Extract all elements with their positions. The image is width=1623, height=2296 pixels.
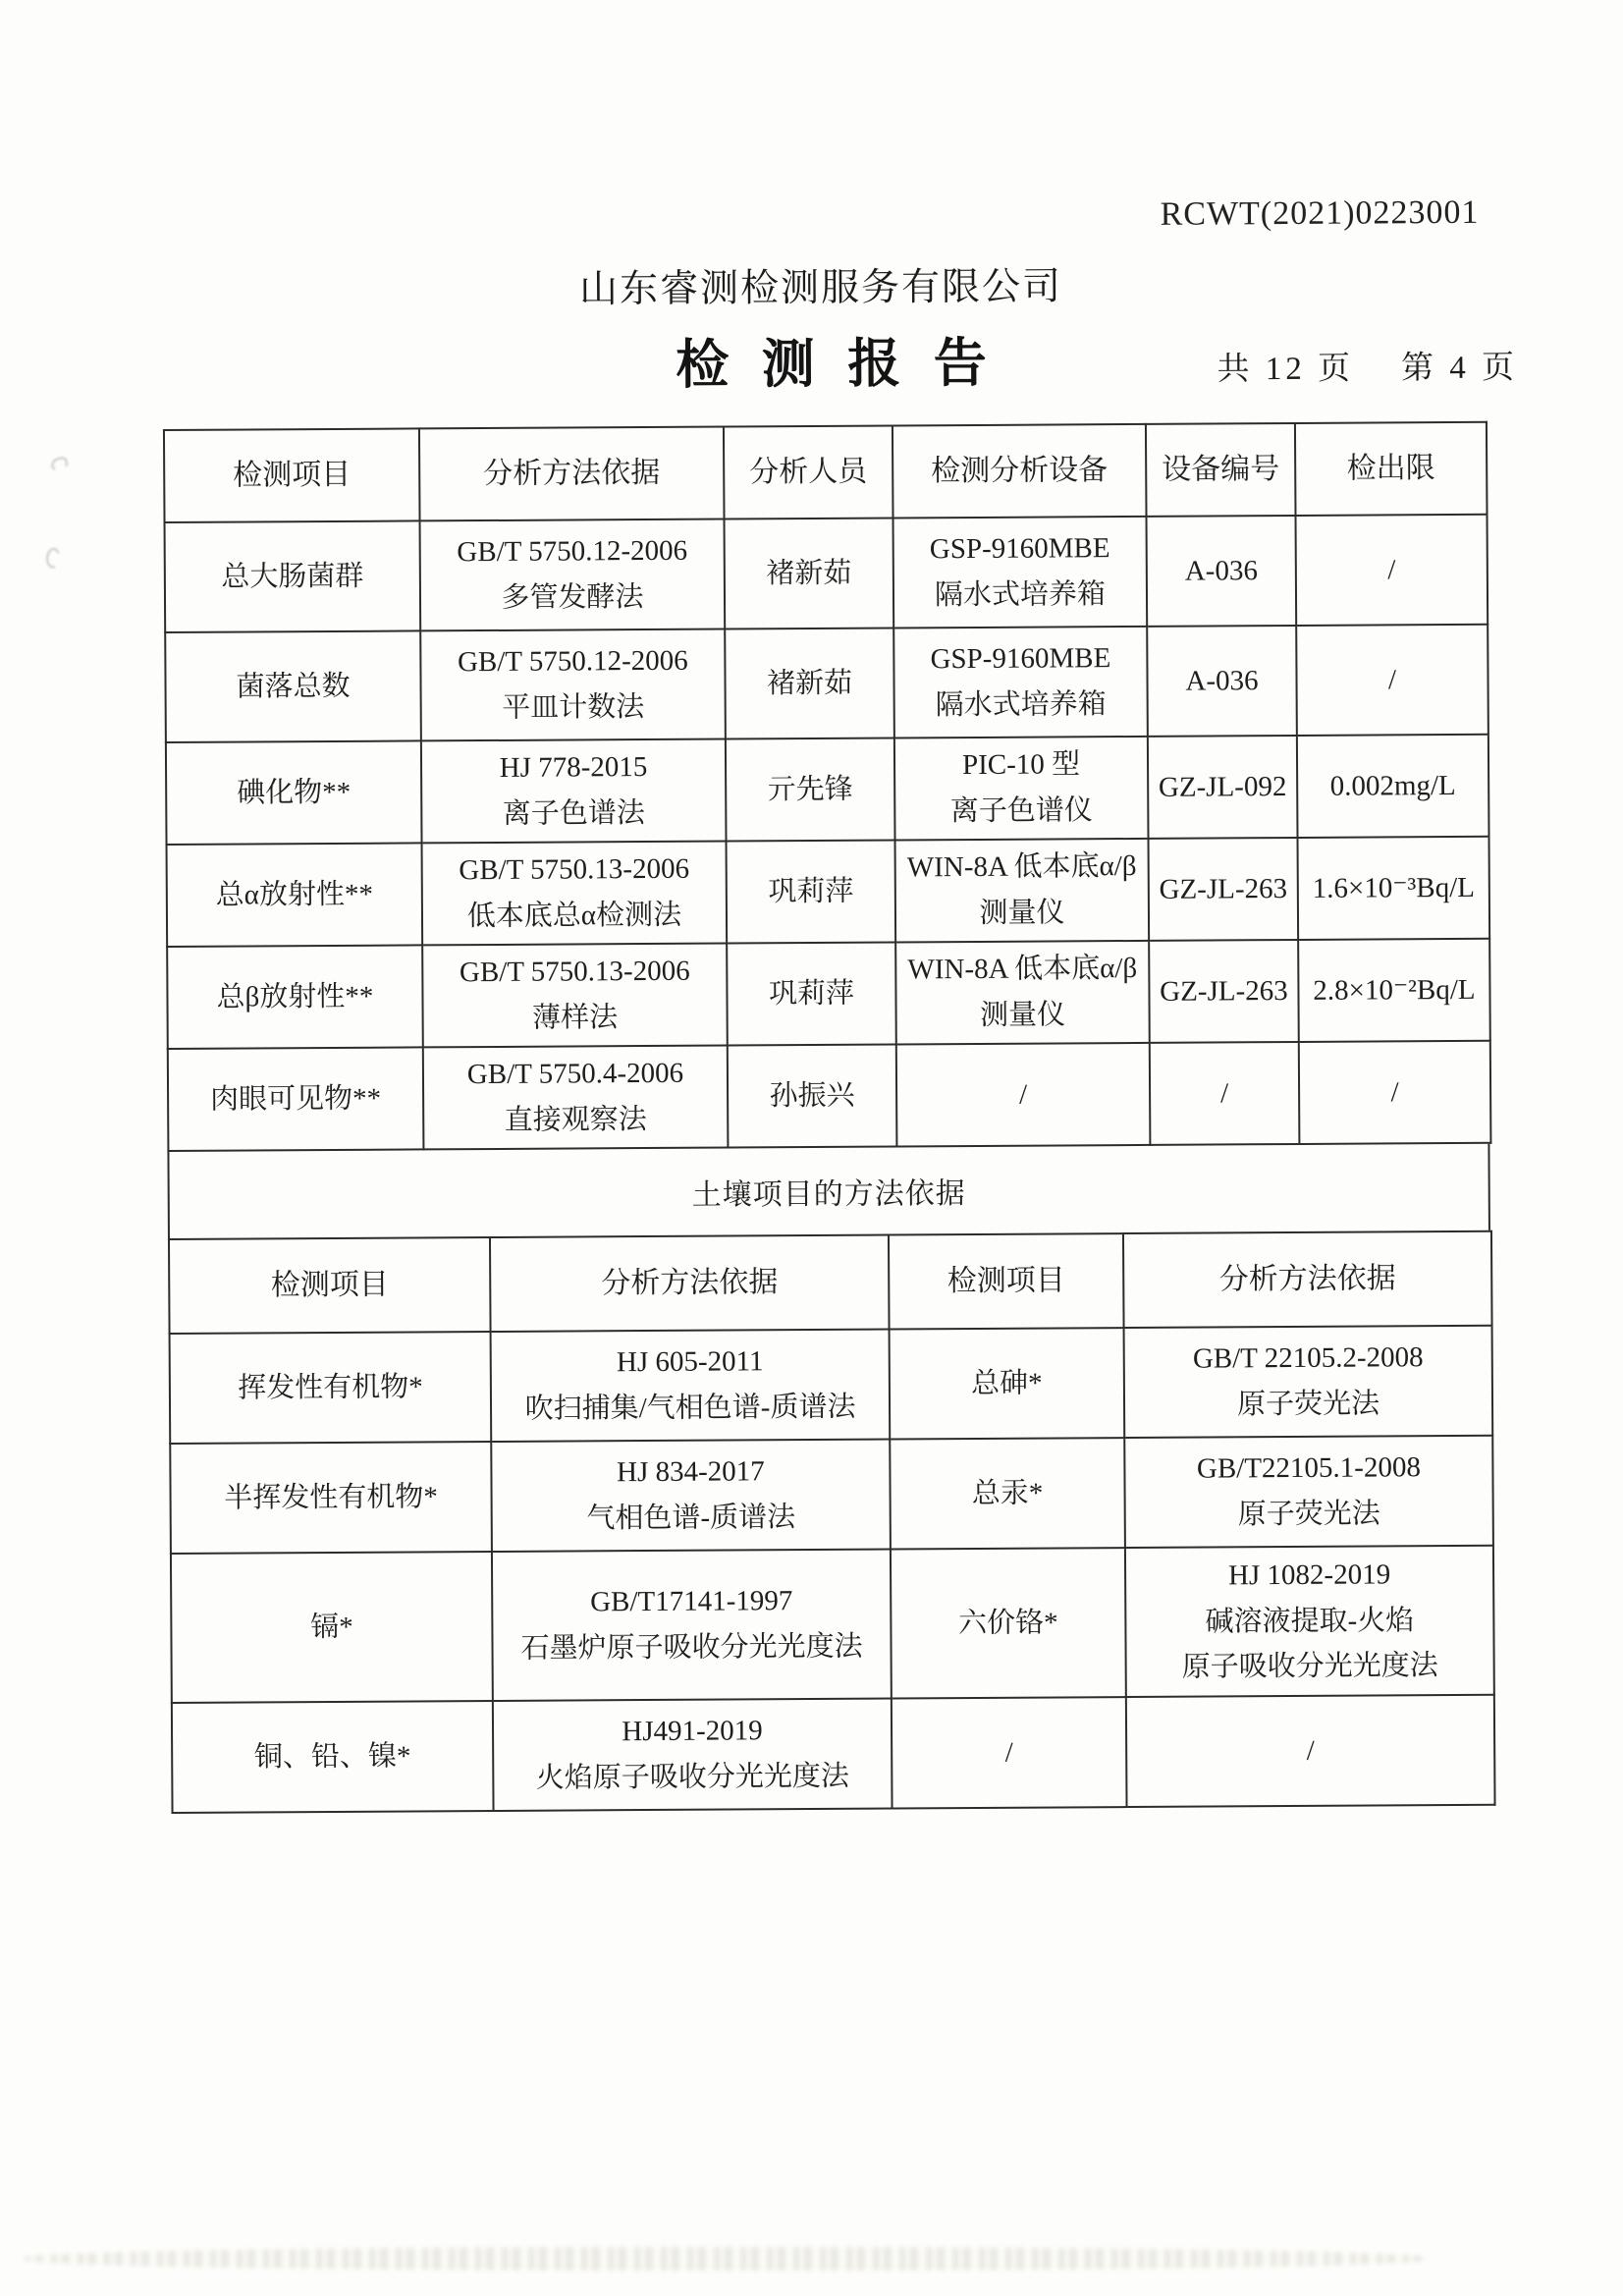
soil-table-header-row bbox=[169, 1231, 1492, 1334]
water-methods-table bbox=[163, 421, 1491, 1152]
soil-section-title: 土壤项目的方法依据 bbox=[167, 1144, 1490, 1238]
soil-methods-table bbox=[168, 1230, 1496, 1814]
methods-tables bbox=[163, 421, 1494, 1814]
table-row bbox=[170, 1436, 1493, 1554]
column-header-analyst: 分析人员 bbox=[724, 425, 893, 519]
cell-method: GB/T 5750.13-2006 低本底总α检测法 bbox=[422, 842, 728, 946]
cell-test-item: / bbox=[892, 1697, 1127, 1808]
cell-method: GB/T 22105.2-2008 原子荧光法 bbox=[1124, 1326, 1493, 1438]
report-number: RCWT(2021)0223001 bbox=[1160, 193, 1480, 233]
report-title: 检测报告 bbox=[676, 333, 1020, 395]
cell-equipment: WIN-8A 低本底α/β 测量仪 bbox=[895, 839, 1150, 943]
cell-analyst: 褚新茹 bbox=[725, 628, 894, 738]
cell-test-item: 肉眼可见物** bbox=[168, 1047, 424, 1151]
cell-detection-limit: / bbox=[1296, 625, 1488, 736]
cell-equipment: GSP-9160MBE 隔水式培养箱 bbox=[893, 627, 1148, 738]
cell-analyst: 褚新茹 bbox=[725, 518, 894, 629]
column-header-method-basis: 分析方法依据 bbox=[1123, 1231, 1492, 1328]
column-header-equipment: 检测分析设备 bbox=[893, 424, 1147, 519]
cell-equipment-no: A-036 bbox=[1147, 516, 1297, 627]
cell-detection-limit: 0.002mg/L bbox=[1297, 735, 1489, 838]
column-header-method-basis: 分析方法依据 bbox=[419, 427, 725, 521]
cell-test-item: 总β放射性** bbox=[167, 945, 423, 1049]
page-current: 第 4 页 bbox=[1400, 350, 1519, 387]
cell-equipment: / bbox=[896, 1043, 1151, 1147]
table-row bbox=[168, 1041, 1491, 1151]
cell-analyst: 亓先锋 bbox=[726, 738, 895, 841]
cell-test-item: 总大肠菌群 bbox=[165, 520, 421, 632]
cell-equipment: PIC-10 型 离子色谱仪 bbox=[894, 737, 1149, 841]
cell-analyst: 巩莉萍 bbox=[727, 942, 896, 1045]
cell-test-item: 菌落总数 bbox=[165, 630, 421, 742]
column-header-test-item: 检测项目 bbox=[889, 1233, 1124, 1329]
cell-equipment-no: GZ-JL-263 bbox=[1149, 940, 1299, 1043]
cell-detection-limit: 1.6×10⁻³Bq/L bbox=[1298, 837, 1490, 940]
cell-analyst: 孙振兴 bbox=[728, 1044, 897, 1147]
cell-method: GB/T17141-1997 石墨炉原子吸收分光光度法 bbox=[492, 1550, 892, 1701]
cell-test-item: 挥发性有机物* bbox=[170, 1332, 492, 1444]
column-header-test-item: 检测项目 bbox=[169, 1237, 491, 1334]
cell-equipment-no: GZ-JL-263 bbox=[1149, 838, 1299, 941]
cell-method: GB/T 5750.4-2006 直接观察法 bbox=[423, 1046, 729, 1150]
column-header-test-item: 检测项目 bbox=[164, 428, 420, 522]
cell-method: HJ 1082-2019 碱溶液提取-火焰 原子吸收分光光度法 bbox=[1125, 1546, 1494, 1697]
cell-method: GB/T22105.1-2008 原子荧光法 bbox=[1124, 1436, 1493, 1548]
pages-total: 共 12 页 bbox=[1217, 351, 1355, 388]
company-name: 山东睿测检测服务有限公司 bbox=[578, 265, 1063, 311]
table-row bbox=[166, 735, 1489, 845]
cell-method: HJ 778-2015 离子色谱法 bbox=[421, 739, 727, 844]
cell-equipment: GSP-9160MBE 隔水式培养箱 bbox=[893, 517, 1148, 629]
cell-method: GB/T 5750.13-2006 薄样法 bbox=[422, 944, 728, 1048]
cell-test-item: 铜、铅、镍* bbox=[172, 1701, 494, 1813]
cell-method: HJ491-2019 火焰原子吸收分光光度法 bbox=[493, 1699, 893, 1811]
cell-detection-limit: / bbox=[1296, 515, 1488, 626]
cell-equipment-no: / bbox=[1150, 1042, 1300, 1145]
cell-test-item: 总α放射性** bbox=[167, 843, 423, 947]
cell-test-item: 六价铬* bbox=[891, 1548, 1126, 1698]
cell-analyst: 巩莉萍 bbox=[727, 840, 896, 943]
cell-test-item: 半挥发性有机物* bbox=[170, 1442, 492, 1554]
table-row bbox=[167, 837, 1490, 947]
column-header-method-basis: 分析方法依据 bbox=[490, 1235, 890, 1332]
cell-method: HJ 834-2017 气相色谱-质谱法 bbox=[491, 1440, 891, 1552]
cell-test-item: 总汞* bbox=[890, 1438, 1125, 1549]
cell-test-item: 镉* bbox=[171, 1552, 493, 1703]
page-info bbox=[1217, 342, 1518, 390]
column-header-equipment-no: 设备编号 bbox=[1146, 423, 1296, 517]
cell-test-item: 总砷* bbox=[890, 1328, 1125, 1439]
water-table-header-row bbox=[164, 422, 1488, 522]
cell-method: GB/T 5750.12-2006 平皿计数法 bbox=[420, 629, 726, 741]
cell-equipment-no: GZ-JL-092 bbox=[1148, 736, 1298, 839]
column-header-detection-limit: 检出限 bbox=[1295, 422, 1488, 516]
table-row bbox=[167, 939, 1490, 1049]
cell-method: / bbox=[1126, 1695, 1495, 1807]
cell-detection-limit: / bbox=[1299, 1041, 1491, 1144]
scan-edge-noise bbox=[25, 2247, 1429, 2270]
cell-detection-limit: 2.8×10⁻²Bq/L bbox=[1298, 939, 1490, 1042]
table-row bbox=[171, 1546, 1494, 1703]
cell-test-item: 碘化物** bbox=[166, 740, 422, 845]
cell-method: GB/T 5750.12-2006 多管发酵法 bbox=[420, 519, 726, 631]
table-row bbox=[170, 1326, 1493, 1444]
cell-equipment-no: A-036 bbox=[1147, 626, 1297, 737]
table-row bbox=[165, 625, 1488, 742]
cell-method: HJ 605-2011 吹扫捕集/气相色谱-质谱法 bbox=[491, 1330, 891, 1442]
table-row bbox=[172, 1695, 1495, 1813]
cell-equipment: WIN-8A 低本底α/β 测量仪 bbox=[895, 941, 1150, 1045]
table-row bbox=[165, 515, 1488, 632]
